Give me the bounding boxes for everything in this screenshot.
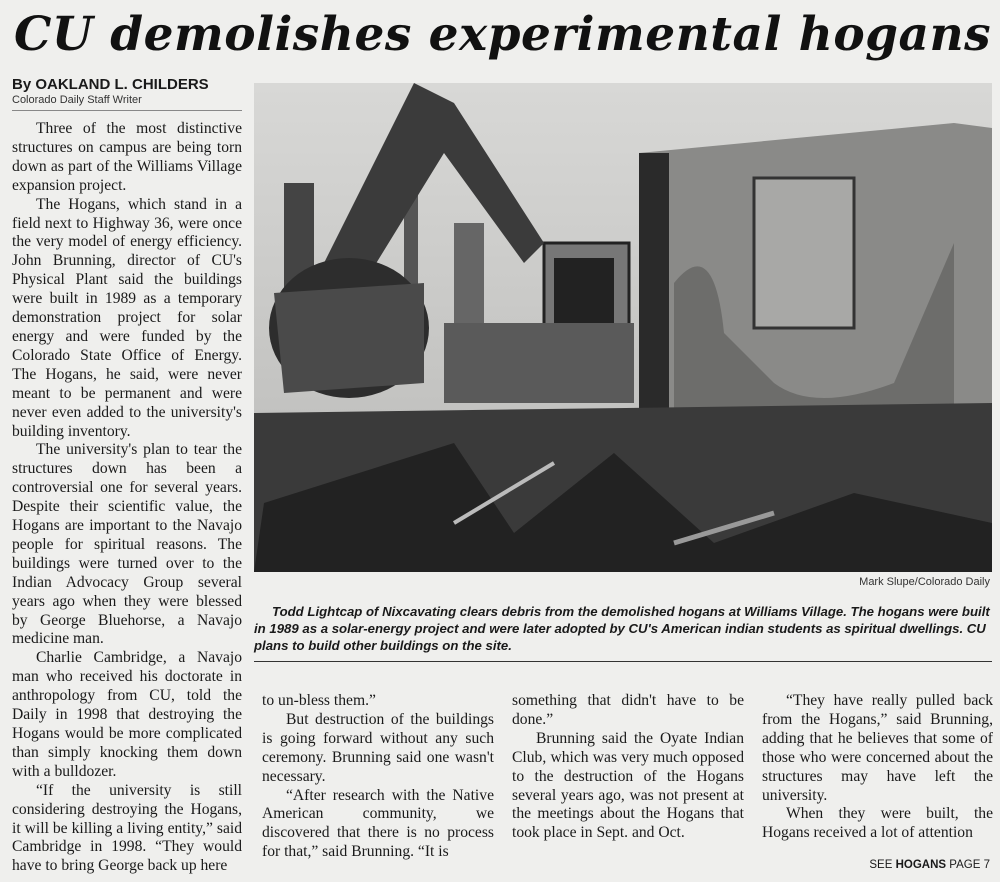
- caption-divider: [254, 661, 992, 662]
- paragraph: something that didn't have to be done.”: [512, 692, 744, 728]
- paragraph: “They have really pulled back from the Hogans,” said Brunning, adding that he believes that some of those who were concerned about the structures may have left the university.: [762, 692, 993, 804]
- paragraph: “After research with the Native American community, we discovered that there is no process for that,” said Brunning. “It is: [262, 786, 494, 861]
- jump-see: SEE: [869, 859, 893, 871]
- excavator-demolition-photo: [254, 83, 992, 572]
- article-column-4: [762, 692, 993, 843]
- article-column-3: [512, 692, 744, 843]
- author-role: Colorado Daily Staff Writer: [12, 94, 142, 106]
- byline: [12, 76, 242, 111]
- paragraph: “If the university is still considering destroying the Hogans, it will be killing a living entity,” said Cambridge in 1998. “They would have to bring George back up here: [12, 781, 242, 875]
- article-column-2: [262, 692, 494, 862]
- paragraph: Brunning said the Oyate Indian Club, which was very much opposed to the destruction of the Hogans several years ago, was not present at the meetings about the Hogans that took place in Sept. and Oct.: [512, 729, 744, 842]
- byline-divider: [12, 110, 242, 111]
- paragraph: When they were built, the Hogans received a lot of attention: [762, 805, 993, 842]
- paragraph: Charlie Cambridge, a Navajo man who received his doctorate in anthropology from CU, told the Daily in 1998 that destroying the Hogans would be more complicated than simply knocking them down with a bulldozer.: [12, 649, 242, 780]
- paragraph: to un-bless them.”: [262, 692, 376, 709]
- jump-page: PAGE 7: [949, 859, 990, 871]
- news-photo: [254, 83, 992, 572]
- headline: CU demolishes experimental hogans: [14, 7, 992, 62]
- paragraph: The university's plan to tear the structures down has been a controversial one for several years. Despite their scientific value, the Hogans are important to the Navajo people for spiritual reasons. The buildings were turned over to the Indian Advocacy Group several years ago when they were blessed by George Bluehorse, a Navajo medicine man.: [12, 441, 242, 648]
- paragraph: Three of the most distinctive structures on campus are being torn down as part of the Williams Village expansion project.: [12, 120, 242, 194]
- author-name: By OAKLAND L. CHILDERS: [12, 76, 209, 93]
- paragraph: The Hogans, which stand in a field next to Highway 36, were once the very model of energy efficiency. John Brunning, director of CU's Physical Plant said the buildings were built in 1989 as a temporary demonstration project for solar energy and were funded by the Colorado State Office of Energy. The Hogans, he said, were never meant to be permanent and were never even added to the university's building inventory.: [12, 195, 242, 440]
- photo-credit: Mark Slupe/Colorado Daily: [859, 576, 990, 588]
- jump-slug: HOGANS: [895, 859, 947, 871]
- paragraph: But destruction of the buildings is going forward without any such ceremony. Brunning said one wasn't necessary.: [262, 710, 494, 785]
- article-column-1: [12, 120, 242, 876]
- continued-jump-line: [869, 859, 990, 871]
- photo-caption: Todd Lightcap of Nixcavating clears debris from the demolished hogans at Williams Village. The hogans were built in 1989 as a solar-energy project and were later adopted by CU's American indian students as spiritual dwellings. CU plans to build other buildings on the site.: [254, 604, 990, 653]
